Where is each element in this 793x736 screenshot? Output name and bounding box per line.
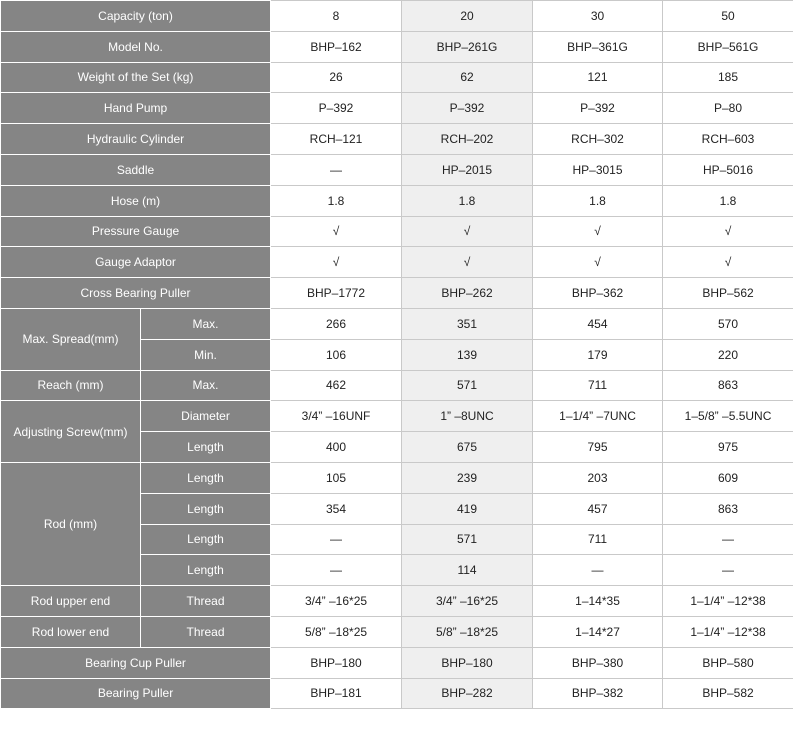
value-cell: — <box>271 154 402 185</box>
check-mark: √ <box>663 216 793 247</box>
value-cell: BHP–282 <box>402 678 533 709</box>
value-cell: 5/8” –18*25 <box>271 616 402 647</box>
value-cell: 139 <box>402 339 533 370</box>
value-cell: BHP–582 <box>663 678 793 709</box>
header-label: Capacity (ton) <box>1 1 271 32</box>
value-cell: BHP–580 <box>663 647 793 678</box>
row-group-label: Rod (mm) <box>1 462 141 585</box>
row-group-label: Rod upper end <box>1 586 141 617</box>
table-row <box>1 647 793 678</box>
value-cell: RCH–121 <box>271 124 402 155</box>
value-cell: 239 <box>402 462 533 493</box>
table-row <box>1 401 793 432</box>
table-row <box>1 370 793 401</box>
table-row <box>1 462 793 493</box>
row-sub-label: Length <box>141 462 271 493</box>
table-row <box>1 1 793 32</box>
value-cell: 419 <box>402 493 533 524</box>
value-cell: 711 <box>533 524 663 555</box>
row-label: Bearing Cup Puller <box>1 647 271 678</box>
table-row <box>1 124 793 155</box>
value-cell: RCH–302 <box>533 124 663 155</box>
value-cell: RCH–603 <box>663 124 793 155</box>
check-mark: √ <box>402 247 533 278</box>
value-cell: P–392 <box>402 93 533 124</box>
value-cell: 571 <box>402 524 533 555</box>
value-cell: — <box>663 524 793 555</box>
value-cell: HP–5016 <box>663 154 793 185</box>
table-row <box>1 616 793 647</box>
row-sub-label: Min. <box>141 339 271 370</box>
value-cell: 26 <box>271 62 402 93</box>
table-row <box>1 216 793 247</box>
row-label: Saddle <box>1 154 271 185</box>
value-cell: 5/8” –18*25 <box>402 616 533 647</box>
value-cell: 609 <box>663 462 793 493</box>
value-cell: HP–3015 <box>533 154 663 185</box>
row-sub-label: Length <box>141 524 271 555</box>
value-cell: BHP–361G <box>533 31 663 62</box>
value-cell: 1.8 <box>533 185 663 216</box>
row-label: Cross Bearing Puller <box>1 278 271 309</box>
row-label: Gauge Adaptor <box>1 247 271 278</box>
row-label: Hose (m) <box>1 185 271 216</box>
value-cell: 1–14*35 <box>533 586 663 617</box>
row-group-label: Reach (mm) <box>1 370 141 401</box>
value-cell: 354 <box>271 493 402 524</box>
value-cell: 1–14*27 <box>533 616 663 647</box>
value-cell: 3/4” –16*25 <box>271 586 402 617</box>
table-row <box>1 586 793 617</box>
row-group-label: Max. Spread(mm) <box>1 308 141 370</box>
value-cell: BHP–380 <box>533 647 663 678</box>
value-cell: 1.8 <box>271 185 402 216</box>
value-cell: 121 <box>533 62 663 93</box>
capacity-cell: 8 <box>271 1 402 32</box>
value-cell: 203 <box>533 462 663 493</box>
value-cell: BHP–180 <box>271 647 402 678</box>
value-cell: 975 <box>663 432 793 463</box>
value-cell: RCH–202 <box>402 124 533 155</box>
value-cell: 105 <box>271 462 402 493</box>
table-row <box>1 308 793 339</box>
value-cell: 454 <box>533 308 663 339</box>
capacity-cell: 30 <box>533 1 663 32</box>
value-cell: BHP–362 <box>533 278 663 309</box>
value-cell: P–392 <box>533 93 663 124</box>
row-sub-label: Thread <box>141 616 271 647</box>
value-cell: 114 <box>402 555 533 586</box>
table-row <box>1 154 793 185</box>
value-cell: 179 <box>533 339 663 370</box>
value-cell: 863 <box>663 493 793 524</box>
capacity-cell: 20 <box>402 1 533 32</box>
table-row <box>1 185 793 216</box>
value-cell: 1” –8UNC <box>402 401 533 432</box>
value-cell: BHP–1772 <box>271 278 402 309</box>
value-cell: 863 <box>663 370 793 401</box>
value-cell: — <box>271 555 402 586</box>
value-cell: 1–5/8” –5.5UNC <box>663 401 793 432</box>
value-cell: BHP–561G <box>663 31 793 62</box>
check-mark: √ <box>402 216 533 247</box>
value-cell: 266 <box>271 308 402 339</box>
row-sub-label: Length <box>141 493 271 524</box>
row-sub-label: Diameter <box>141 401 271 432</box>
table-row <box>1 62 793 93</box>
value-cell: BHP–382 <box>533 678 663 709</box>
capacity-cell: 50 <box>663 1 793 32</box>
value-cell: 571 <box>402 370 533 401</box>
value-cell: 462 <box>271 370 402 401</box>
value-cell: 400 <box>271 432 402 463</box>
table-row <box>1 93 793 124</box>
table-row <box>1 278 793 309</box>
value-cell: 62 <box>402 62 533 93</box>
row-group-label: Adjusting Screw(mm) <box>1 401 141 463</box>
value-cell: BHP–261G <box>402 31 533 62</box>
value-cell: HP–2015 <box>402 154 533 185</box>
value-cell: BHP–180 <box>402 647 533 678</box>
check-mark: √ <box>533 216 663 247</box>
table-row <box>1 31 793 62</box>
value-cell: BHP–181 <box>271 678 402 709</box>
value-cell: P–392 <box>271 93 402 124</box>
value-cell: 1–1/4” –7UNC <box>533 401 663 432</box>
value-cell: BHP–562 <box>663 278 793 309</box>
table-row <box>1 678 793 709</box>
table-row <box>1 247 793 278</box>
value-cell: — <box>271 524 402 555</box>
row-sub-label: Length <box>141 555 271 586</box>
value-cell: — <box>533 555 663 586</box>
value-cell: — <box>663 555 793 586</box>
value-cell: 1.8 <box>663 185 793 216</box>
check-mark: √ <box>663 247 793 278</box>
row-group-label: Rod lower end <box>1 616 141 647</box>
row-label: Hand Pump <box>1 93 271 124</box>
value-cell: 711 <box>533 370 663 401</box>
value-cell: 457 <box>533 493 663 524</box>
check-mark: √ <box>271 216 402 247</box>
value-cell: 3/4” –16*25 <box>402 586 533 617</box>
value-cell: 570 <box>663 308 793 339</box>
value-cell: 3/4” –16UNF <box>271 401 402 432</box>
row-label: Pressure Gauge <box>1 216 271 247</box>
value-cell: P–80 <box>663 93 793 124</box>
value-cell: BHP–162 <box>271 31 402 62</box>
value-cell: 795 <box>533 432 663 463</box>
row-label: Model No. <box>1 31 271 62</box>
row-sub-label: Length <box>141 432 271 463</box>
row-sub-label: Max. <box>141 370 271 401</box>
row-label: Bearing Puller <box>1 678 271 709</box>
value-cell: 220 <box>663 339 793 370</box>
value-cell: 675 <box>402 432 533 463</box>
row-sub-label: Thread <box>141 586 271 617</box>
value-cell: 1.8 <box>402 185 533 216</box>
value-cell: 351 <box>402 308 533 339</box>
value-cell: BHP–262 <box>402 278 533 309</box>
row-label: Hydraulic Cylinder <box>1 124 271 155</box>
row-sub-label: Max. <box>141 308 271 339</box>
check-mark: √ <box>271 247 402 278</box>
value-cell: 185 <box>663 62 793 93</box>
value-cell: 1–1/4” –12*38 <box>663 616 793 647</box>
value-cell: 106 <box>271 339 402 370</box>
value-cell: 1–1/4” –12*38 <box>663 586 793 617</box>
check-mark: √ <box>533 247 663 278</box>
row-label: Weight of the Set (kg) <box>1 62 271 93</box>
